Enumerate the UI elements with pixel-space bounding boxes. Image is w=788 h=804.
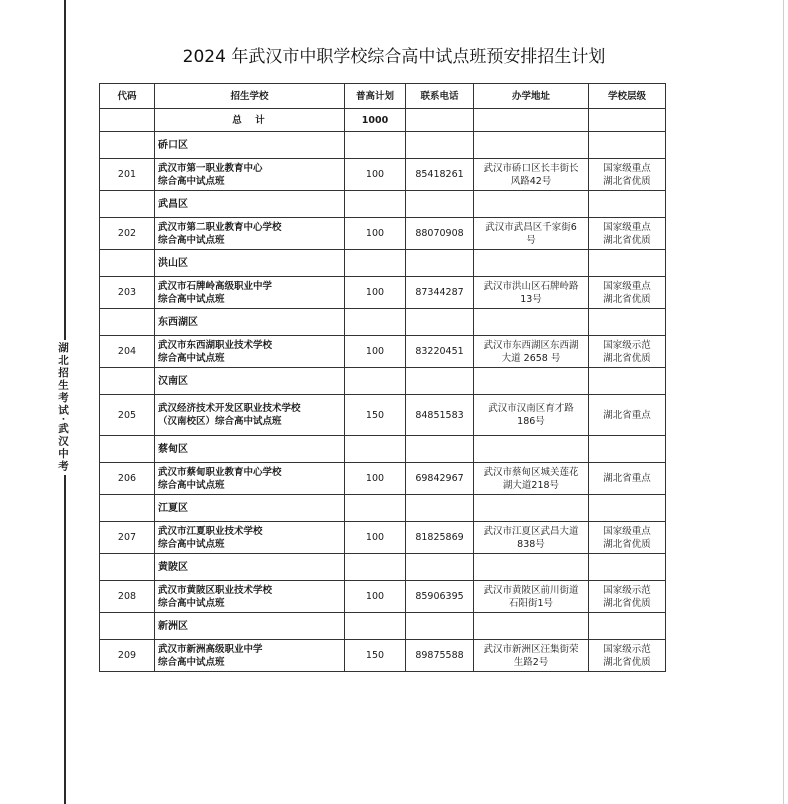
school-level-line: 国家级重点: [603, 280, 651, 292]
school-code: 206: [100, 463, 155, 495]
district-code-cell: [100, 250, 155, 277]
school-row: [100, 218, 666, 250]
total-value: 1000: [345, 109, 406, 132]
school-name-line: 武汉市第一职业教育中心: [158, 162, 263, 174]
district-row: [100, 368, 666, 395]
school-level-line: 湖北省优质: [603, 175, 651, 187]
district-empty-cell: [406, 436, 474, 463]
district-name: 东西湖区: [155, 309, 345, 336]
school-level-line: 湖北省优质: [603, 234, 651, 246]
school-address: [474, 336, 589, 368]
district-name: 蔡甸区: [155, 436, 345, 463]
district-name: 江夏区: [155, 495, 345, 522]
district-empty-cell: [406, 309, 474, 336]
district-empty-cell: [589, 554, 666, 581]
school-plan: 150: [345, 395, 406, 436]
school-address: [474, 463, 589, 495]
district-name: 武昌区: [155, 191, 345, 218]
header-plan: 普高计划: [345, 84, 406, 109]
school-level: [589, 395, 666, 436]
school-name-line: 综合高中试点班: [158, 597, 225, 609]
school-name-line: 武汉市蔡甸职业教育中心学校: [158, 466, 282, 478]
district-name: 黄陂区: [155, 554, 345, 581]
school-level: [589, 277, 666, 309]
school-plan: 100: [345, 218, 406, 250]
school-address-line: 武汉市东西湖区东西湖: [483, 339, 579, 351]
school-level: [589, 522, 666, 554]
district-empty-cell: [474, 368, 589, 395]
school-name-line: 武汉市新洲高级职业中学: [158, 643, 263, 655]
document-title: 2024 年武汉市中职学校综合高中试点班预安排招生计划: [182, 47, 606, 67]
school-name: [155, 277, 345, 309]
school-address: [474, 640, 589, 672]
district-row: [100, 613, 666, 640]
school-address: [474, 581, 589, 613]
school-name-line: 武汉市东西湖职业技术学校: [158, 339, 273, 351]
district-row: [100, 309, 666, 336]
district-empty-cell: [589, 191, 666, 218]
school-address: [474, 522, 589, 554]
school-address-line: 武汉市武昌区千家街6: [485, 221, 577, 233]
school-level: [589, 218, 666, 250]
school-address-line: 石阳街1号: [508, 597, 554, 609]
school-plan: 100: [345, 159, 406, 191]
school-name-line: 武汉市黄陂区职业技术学校: [158, 584, 273, 596]
school-phone: 85906395: [406, 581, 474, 613]
school-address: [474, 218, 589, 250]
district-empty-cell: [345, 554, 406, 581]
district-row: [100, 495, 666, 522]
school-row: [100, 522, 666, 554]
school-level-line: 湖北省优质: [603, 293, 651, 305]
school-code: 209: [100, 640, 155, 672]
school-plan: 100: [345, 463, 406, 495]
school-level-line: 湖北省优质: [603, 656, 651, 668]
school-name-line: 综合高中试点班: [158, 293, 225, 305]
school-name-line: 综合高中试点班: [158, 538, 225, 550]
district-empty-cell: [345, 613, 406, 640]
school-level-line: 湖北省重点: [603, 409, 651, 421]
school-address-line: 武汉市江夏区武昌大道: [483, 525, 579, 537]
school-name: [155, 159, 345, 191]
district-empty-cell: [474, 554, 589, 581]
district-empty-cell: [406, 132, 474, 159]
school-name: [155, 218, 345, 250]
district-empty-cell: [345, 191, 406, 218]
school-plan: 100: [345, 581, 406, 613]
school-name-line: 综合高中试点班: [158, 352, 225, 364]
school-name: [155, 463, 345, 495]
school-name-line: 武汉市江夏职业技术学校: [158, 525, 263, 537]
school-address-line: 武汉市蔡甸区城关莲花: [483, 466, 579, 478]
school-address-line: 武汉市硚口区长丰街长: [483, 162, 579, 174]
school-phone: 87344287: [406, 277, 474, 309]
school-row: [100, 640, 666, 672]
school-address-line: 大道 2658 号: [501, 352, 561, 364]
district-name: 新洲区: [155, 613, 345, 640]
school-phone: 83220451: [406, 336, 474, 368]
district-empty-cell: [474, 613, 589, 640]
school-code: 203: [100, 277, 155, 309]
school-address-line: 13号: [520, 293, 542, 305]
school-address: [474, 159, 589, 191]
school-phone: 81825869: [406, 522, 474, 554]
district-empty-cell: [589, 436, 666, 463]
school-code: 208: [100, 581, 155, 613]
district-row: [100, 436, 666, 463]
school-level-line: 国家级示范: [603, 339, 651, 351]
district-empty-cell: [589, 613, 666, 640]
school-address-line: 风路42号: [510, 175, 552, 187]
side-watermark-label: 湖北招生考试·武汉中考: [57, 342, 69, 473]
school-address-line: 号: [526, 234, 536, 246]
district-code-cell: [100, 191, 155, 218]
district-code-cell: [100, 309, 155, 336]
school-row: [100, 336, 666, 368]
school-row: [100, 159, 666, 191]
header-phone: 联系电话: [406, 84, 474, 109]
district-empty-cell: [589, 250, 666, 277]
school-level-line: 国家级重点: [603, 525, 651, 537]
total-empty-cell: [474, 109, 589, 132]
school-plan: 100: [345, 522, 406, 554]
district-empty-cell: [589, 309, 666, 336]
district-empty-cell: [406, 554, 474, 581]
school-address-line: 武汉市新洲区汪集街荣: [483, 643, 579, 655]
school-level: [589, 159, 666, 191]
school-name: [155, 336, 345, 368]
district-name: 汉南区: [155, 368, 345, 395]
total-code-cell: [100, 109, 155, 132]
school-level-line: 湖北省优质: [603, 352, 651, 364]
enrollment-plan-table: [99, 83, 666, 672]
district-empty-cell: [474, 250, 589, 277]
page-right-edge: [783, 0, 784, 804]
district-empty-cell: [589, 495, 666, 522]
header-level: 学校层级: [589, 84, 666, 109]
district-empty-cell: [406, 495, 474, 522]
district-row: [100, 554, 666, 581]
school-name-line: （汉南校区）综合高中试点班: [158, 416, 282, 427]
school-code: 202: [100, 218, 155, 250]
school-level-line: 湖北省优质: [603, 538, 651, 550]
school-name-line: 综合高中试点班: [158, 175, 225, 187]
school-row: [100, 581, 666, 613]
district-code-cell: [100, 613, 155, 640]
district-empty-cell: [345, 436, 406, 463]
district-empty-cell: [589, 368, 666, 395]
school-level: [589, 581, 666, 613]
school-level-line: 湖北省重点: [603, 473, 651, 484]
school-name: [155, 581, 345, 613]
school-address-line: 湖大道218号: [502, 479, 560, 491]
district-empty-cell: [345, 368, 406, 395]
school-name-line: 综合高中试点班: [158, 656, 225, 668]
school-address-line: 武汉市洪山区石牌岭路: [483, 280, 579, 292]
district-empty-cell: [345, 309, 406, 336]
school-name-line: 武汉经济技术开发区职业技术学校: [158, 403, 301, 414]
district-empty-cell: [474, 191, 589, 218]
school-phone: 84851583: [406, 395, 474, 436]
school-address: [474, 277, 589, 309]
district-row: [100, 132, 666, 159]
school-level-line: 国家级重点: [603, 221, 651, 233]
school-level-line: 国家级示范: [603, 584, 651, 596]
district-empty-cell: [589, 132, 666, 159]
school-level-line: 国家级重点: [603, 162, 651, 174]
school-level-line: 湖北省优质: [603, 597, 651, 609]
school-name: [155, 522, 345, 554]
school-plan: 100: [345, 336, 406, 368]
header-address: 办学地址: [474, 84, 589, 109]
district-empty-cell: [474, 495, 589, 522]
district-row: [100, 191, 666, 218]
district-code-cell: [100, 368, 155, 395]
district-name: 洪山区: [155, 250, 345, 277]
district-empty-cell: [474, 132, 589, 159]
school-phone: 85418261: [406, 159, 474, 191]
school-name-line: 武汉市第二职业教育中心学校: [158, 221, 282, 233]
district-empty-cell: [406, 368, 474, 395]
school-address-line: 838号: [517, 538, 545, 550]
school-address-line: 武汉市黄陂区前川街道: [483, 584, 579, 596]
district-empty-cell: [345, 495, 406, 522]
district-empty-cell: [406, 191, 474, 218]
district-empty-cell: [406, 613, 474, 640]
school-plan: 150: [345, 640, 406, 672]
district-empty-cell: [474, 309, 589, 336]
table-header-row: [100, 84, 666, 109]
header-code: 代码: [100, 84, 155, 109]
school-name: [155, 395, 345, 436]
district-row: [100, 250, 666, 277]
district-empty-cell: [345, 250, 406, 277]
district-empty-cell: [345, 132, 406, 159]
district-empty-cell: [406, 250, 474, 277]
school-address: [474, 395, 589, 436]
school-name-line: 综合高中试点班: [158, 479, 225, 491]
school-level: [589, 463, 666, 495]
school-code: 201: [100, 159, 155, 191]
school-level: [589, 640, 666, 672]
header-school: 招生学校: [155, 84, 345, 109]
school-code: 204: [100, 336, 155, 368]
school-address-line: 武汉市汉南区育才路: [488, 403, 574, 414]
school-address-line: 186号: [517, 416, 545, 427]
district-code-cell: [100, 495, 155, 522]
school-level-line: 国家级示范: [603, 643, 651, 655]
school-name: [155, 640, 345, 672]
total-row: [100, 109, 666, 132]
school-phone: 88070908: [406, 218, 474, 250]
school-row: [100, 463, 666, 495]
total-empty-cell: [589, 109, 666, 132]
school-code: 207: [100, 522, 155, 554]
school-plan: 100: [345, 277, 406, 309]
school-phone: 69842967: [406, 463, 474, 495]
school-row: [100, 395, 666, 436]
district-code-cell: [100, 132, 155, 159]
school-level: [589, 336, 666, 368]
school-row: [100, 277, 666, 309]
district-name: 硚口区: [155, 132, 345, 159]
school-name-line: 综合高中试点班: [158, 234, 225, 246]
district-code-cell: [100, 554, 155, 581]
total-label: 总 计: [155, 109, 345, 132]
school-code: 205: [100, 395, 155, 436]
school-address-line: 生路2号: [513, 656, 549, 668]
total-empty-cell: [406, 109, 474, 132]
school-name-line: 武汉市石牌岭高级职业中学: [158, 280, 273, 292]
district-empty-cell: [474, 436, 589, 463]
district-code-cell: [100, 436, 155, 463]
school-phone: 89875588: [406, 640, 474, 672]
